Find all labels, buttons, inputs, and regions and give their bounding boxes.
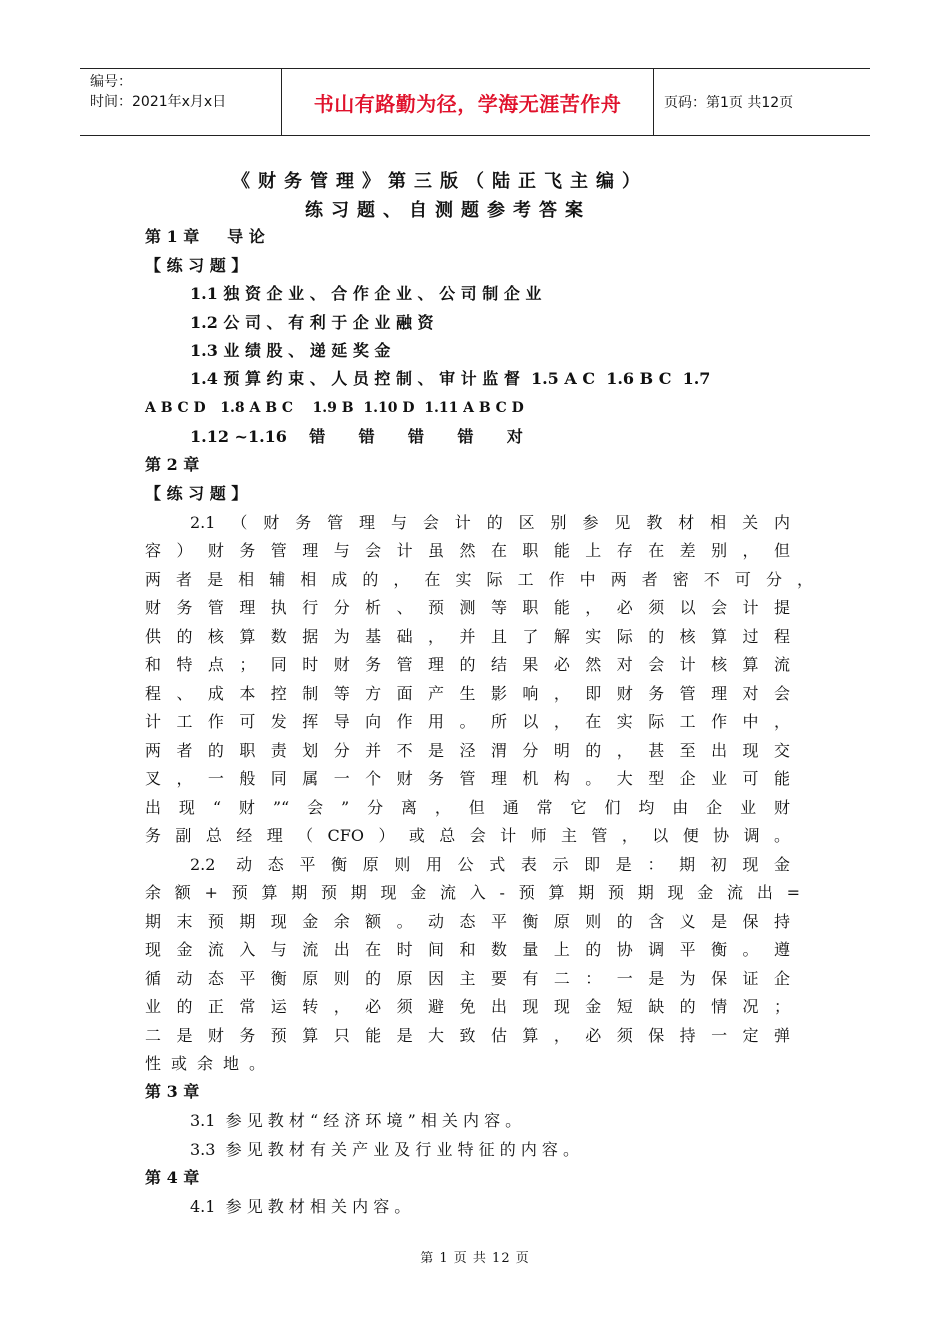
answer-1-3: 1.3 业 绩 股 、 递 延 奖 金 [190, 341, 391, 360]
paragraph-line: 出现“财”“会”分离，但通常它们均由企业财 [145, 798, 790, 817]
header-table [80, 68, 870, 136]
paragraph-line: 务副总经理（CFO）或总会计师主管，以便协调。 [145, 826, 790, 845]
answer-4-1: 4.1 参 见 教 材 相 关 内 容 。 [190, 1197, 411, 1216]
paragraph-line: 两者的职责划分并不是泾渭分明的，甚至出现交 [145, 741, 790, 760]
number-label: 编号： [90, 74, 132, 90]
header-meta [80, 69, 282, 135]
paragraph-line: 循动态平衡原则的原因主要有二：一是为保证企 [145, 969, 790, 988]
answer-1-4: 1.4 预 算 约 束 、 人 员 控 制 、 审 计 监 督 1.5 A C 1.6 B C 1.7 [190, 369, 711, 388]
doc-subtitle: 练习题、自测题参考答案 [305, 200, 591, 221]
paragraph-line: 两者是相辅相成的，在实际工作中两者密不可分， [145, 570, 813, 589]
paragraph-line: 供的核算数据为基础，并且了解实际的核算过程 [145, 627, 790, 646]
motto: 书山有路勤为径，学海无涯苦作舟 [282, 69, 654, 135]
chapter-2-heading: 第 2 章 [145, 455, 200, 474]
paragraph-line: 计工作可发挥导向作用。所以，在实际工作中， [145, 712, 790, 731]
chapter-3-heading: 第 3 章 [145, 1082, 200, 1101]
answer-3-3: 3.3 参 见 教 材 有 关 产 业 及 行 业 特 征 的 内 容 。 [190, 1140, 579, 1159]
paragraph-line: 二是财务预算只能是大致估算，必须保持一定弹 [145, 1026, 790, 1045]
paragraph-line: 财务管理执行分析、预测等职能，必须以会计提 [145, 598, 790, 617]
paragraph-line: 现金流入与流出在时间和数量上的协调平衡。遵 [145, 940, 790, 959]
answer-1-12: 1.12 ~1.16 错 错 错 错 对 [190, 427, 523, 446]
answer-1-1: 1.1 独 资 企 业 、 合 作 企 业 、 公 司 制 企 业 [190, 284, 542, 303]
answer-1-2: 1.2 公 司 、 有 利 于 企 业 融 资 [190, 313, 434, 332]
paragraph-line: 叉，一般同属一个财务管理机构。大型企业可能 [145, 769, 790, 788]
doc-title: 《财务管理》第三版（陆正飞主编） [232, 171, 648, 192]
paragraph-line: 容）财务管理与会计虽然在职能上存在差别，但 [145, 541, 790, 560]
chapter-1-heading: 第 1 章 导 论 [145, 227, 265, 246]
paragraph-line: 性或余地。 [145, 1054, 276, 1073]
answer-3-1: 3.1 参 见 教 材 “ 经 济 环 境 ” 相 关 内 容 。 [190, 1111, 522, 1130]
page-footer: 第 1 页 共 12 页 [420, 1251, 530, 1266]
paragraph-line: 余额+预算期预期现金流入-预算期预期现金流出= [145, 883, 800, 902]
paragraph-line: 和特点；同时财务管理的结果必然对会计核算流 [145, 655, 790, 674]
paragraph-line: 2.1（财务管理与会计的区别参见教材相关内 [190, 513, 790, 532]
chapter-4-heading: 第 4 章 [145, 1168, 200, 1187]
exercise-heading-1: 【 练 习 题 】 [145, 256, 248, 275]
exercise-heading-2: 【 练 习 题 】 [145, 484, 248, 503]
answer-1-4-cont: A B C D 1.8 A B C 1.9 B 1.10 D 1.11 A B C D [145, 400, 524, 416]
paragraph-line: 期末预期现金余额。动态平衡原则的含义是保持 [145, 912, 790, 931]
paragraph-line: 2.2 动态平衡原则用公式表示即是：期初现金 [190, 855, 790, 874]
page-label: 页码：第1页 共12页 [664, 95, 794, 111]
time-label: 时间：2021年x月x日 [90, 94, 227, 110]
paragraph-line: 业的正常运转，必须避免出现现金短缺的情况； [145, 997, 790, 1016]
paragraph-line: 程、成本控制等方面产生影响，即财务管理对会 [145, 684, 790, 703]
